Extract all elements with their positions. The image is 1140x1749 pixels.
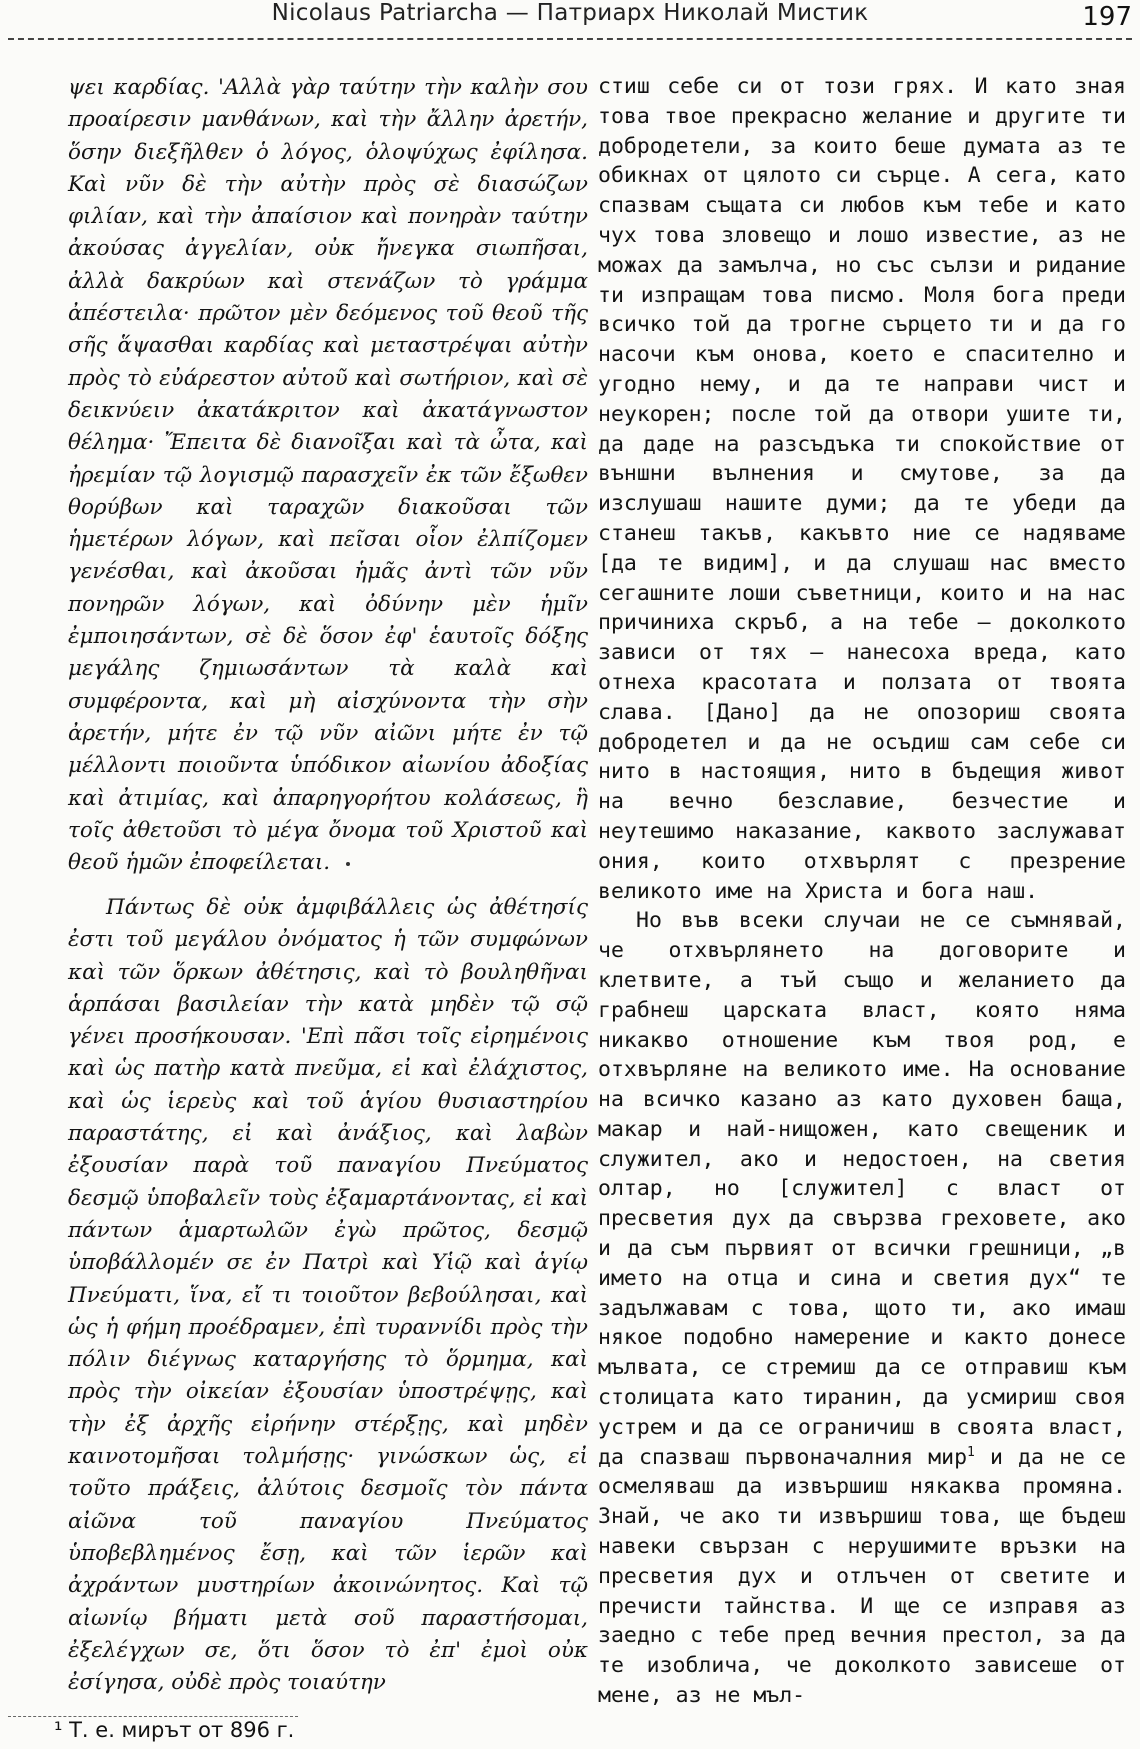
bulgarian-column xyxy=(598,72,1126,1711)
header-divider xyxy=(8,38,1132,40)
bulgarian-paragraph-2-continuation: и да не се осмеляваш да извършиш някаква промяна. Знай, че ако ти извършиш това, ще бъдеш навеки свързан с нерушимите връзки на пресветия дух и отлъчен от светите и пречисти тайнства. И ще се изправя аз заедно с тебе пред вечния престол, за да те изобличa, че доколкото зависеше от мене, аз не мъл- xyxy=(598,1444,1126,1709)
greek-paragraph-1: ψει καρδίας. 'Αλλὰ γὰρ ταύτην τὴν καλὴν σου προαίρεσιν μανθάνων, καὶ τὴν ἄλλην ἀρετήν, ὅσην διεξῆλθεν ὁ λόγος, ὁλοψύχως ἐφίλησα. Καὶ νῦν δὲ τὴν αὐτὴν πρὸς σὲ διασώζων φιλίαν, καὶ τὴν ἀπαίσιον καὶ πονηρὰν ταύτην ἀκούσας ἀγγελίαν, οὐκ ἤνεγκα σιωπῆσαι, ἀλλὰ δακρύων καὶ στενάζων τὸ γράμμα ἀπέστειλα· πρῶτον μὲν δεόμενος τοῦ θεοῦ τῆς σῆς ἅψασθαι καρδίας καὶ μεταστρέψαι αὐτὴν πρὸς τὸ εὐάρεστον αὐτοῦ καὶ σωτήριον, καὶ σὲ δεικνύειν ἀκατάκριτον καὶ ἀκατάγνωστον θέλημα· Ἔπειτα δὲ διανοῖξαι καὶ τὰ ὦτα, καὶ ἠρεμίαν τῷ λογισμῷ παρασχεῖν ἐκ τῶν ἔξωθεν θορύβων καὶ ταραχῶν διακοῦσαι τῶν ἡμετέρων λόγων, καὶ πεῖσαι οἷον ἐλπίζομεν γενέσθαι, καὶ ἀκοῦσαι ἡμᾶς ἀντὶ τῶν νῦν πονηρῶν λόγων, καὶ ὀδύνην μὲν ἡμῖν ἐμποιησάντων, σὲ δὲ ὅσον ἐφ' ἑαυτοῖς δόξης μεγάλης ζημιωσάντων τὰ καλὰ καὶ συμφέροντα, καὶ μὴ αἰσχύνοντα τὴν σὴν ἀρετήν, μήτε ἐν τῷ νῦν αἰῶνι μήτε ἐν τῷ μέλλοντι ποιοῦντα ὑπόδικον αἰωνίου ἀδοξίας καὶ ἀτιμίας, καὶ ἀπαρηγορήτου κολάσεως, ἣ τοῖς ἀθετοῦσι τὸ μέγα ὄνομα τοῦ Χριστοῦ καὶ θεοῦ ἡμῶν ἐποφείλεται. xyxy=(68,75,588,876)
footnote-divider xyxy=(8,1716,298,1717)
greek-column-top xyxy=(68,72,588,879)
page-number: 197 xyxy=(1082,2,1132,32)
bulgarian-paragraph-2 xyxy=(598,906,1126,1711)
bulgarian-paragraph-2-text: Но във всеки случаи не се съмнявай, че отхвърлянето на договорите и клетвите, а тъй също и желанието да грабнеш царската власт, която няма никакво отношение към твоя род, е отхвърляне на великото име. На основание на всичко казано аз като духовен баща, макар и най-нищожен, като свещеник и служител, ако и недостоен, на светия олтар, но [служител] с власт от пресветия дух да свързва греховете, ако и да съм първият от всички грешници, „в името на отца и сина и светия дух“ те задължавам с това, щото ти, ако имаш някое подобно намерение и както донесе мълвата, се стремиш да се отправиш към столицата като тиранин, да усмириш своя устрем и да се ограничиш в своята власт, да спазваш първоначалния мир xyxy=(598,908,1126,1470)
running-title: Nicolaus Patriarcha — Патриарх Николай Мистик xyxy=(271,0,869,26)
decorative-dot xyxy=(346,862,350,866)
footnote-marker: 1 xyxy=(967,1444,975,1460)
running-header xyxy=(0,0,1140,40)
bulgarian-paragraph-1: стиш себе си от този грях. И като зная това твое прекрасно желание и другите ти добродетели, за които беше думата аз те обикнах от цялото си сърце. А сега, като спазвам същата си любов към тебе и като чух това зловещо и лошо известие, аз не можах да замълча, но със сълзи и ридание ти изпращам това писмо. Моля бога преди всичко той да трогне сърцето ти и да го насочи към онова, което е спасително и угодно нему, и да те направи чист и неукорен; после той да отвори ушите ти, да даде на разсъдъка ти спокойствие от външни вълнения и смутове, за да изслушаш нашите думи; да те убеди да станеш такъв, какъвто ние се надяваме [да те видим], и да слушаш нас вместо сегашните лоши съветници, които и на нас причиниха скръб, а на тебе — доколкото зависи от тях — нанесоха вреда, като отнеха красотата и ползата от твоята слава. [Дано] да не опозориш своята добродетел и да не осъдиш сам себе си нито в настоящия, нито в бъдещия живот на вечно безславие, безчестие и неутешимо наказание, каквото заслужават ония, които отхвърлят с презрение великото име на Христа и бога наш. xyxy=(598,74,1126,904)
footnote: ¹ Т. е. мирът от 896 г. xyxy=(54,1718,295,1742)
greek-paragraph-2: Πάντως δὲ οὐκ ἀμφιβάλλεις ὡς ἀθέτησίς ἐστι τοῦ μεγάλου ὀνόματος ἡ τῶν συμφώνων καὶ τῶν ὅρκων ἀθέτησις, καὶ τὸ βουληθῆναι ἁρπάσαι βασιλείαν τὴν κατὰ μηδὲν τῷ σῷ γένει προσήκουσαν. 'Επὶ πᾶσι τοῖς εἰρημένοις καὶ ὡς πατὴρ κατὰ πνεῦμα, εἰ καὶ ἐλάχιστος, καὶ ὡς ἱερεὺς καὶ τοῦ ἁγίου θυσιαστηρίου παραστάτης, εἰ καὶ ἀνάξιος, καὶ λαβὼν ἐξουσίαν παρὰ τοῦ παναγίου Πνεύματος δεσμῷ ὑποβαλεῖν τοὺς ἐξαμαρτάνοντας, εἰ καὶ πάντων ἁμαρτωλῶν ἐγὼ πρῶτος, δεσμῷ ὑποβάλλομέν σε ἐν Πατρὶ καὶ Υἱῷ καὶ ἁγίῳ Πνεύματι, ἵνα, εἴ τι τοιοῦτον βεβούλησαι, καὶ ὡς ἡ φήμη προέδραμεν, ἐπὶ τυραννίδι πρὸς τὴν πόλιν διέγνως καταργήσης τὸ ὅρμημα, καὶ πρὸς τὴν οἰκείαν ἐξουσίαν ὑποστρέψῃς, καὶ τὴν ἐξ ἀρχῆς εἰρήνην στέρξῃς, καὶ μηδὲν καινοτομῆσαι τολμήσῃς· γινώσκων ὡς, εἰ τοῦτο πράξεις, ἀλύτοις δεσμοῖς τὸν πάντα αἰῶνα τοῦ παναγίου Πνεύματος ὑποβεβλημένος ἔσῃ, καὶ τῶν ἱερῶν καὶ ἀχράντων μυστηρίων ἀκοινώνητος. Καὶ τῷ αἰωνίῳ βήματι μετὰ σοῦ παραστήσομαι, ἐξελέγχων σε, ὅτι ὅσον τὸ ἐπ' ἐμοὶ οὐκ ἐσίγησα, οὐδὲ πρὸς τοιαύτην xyxy=(68,895,588,1696)
greek-column-bottom xyxy=(68,892,588,1699)
